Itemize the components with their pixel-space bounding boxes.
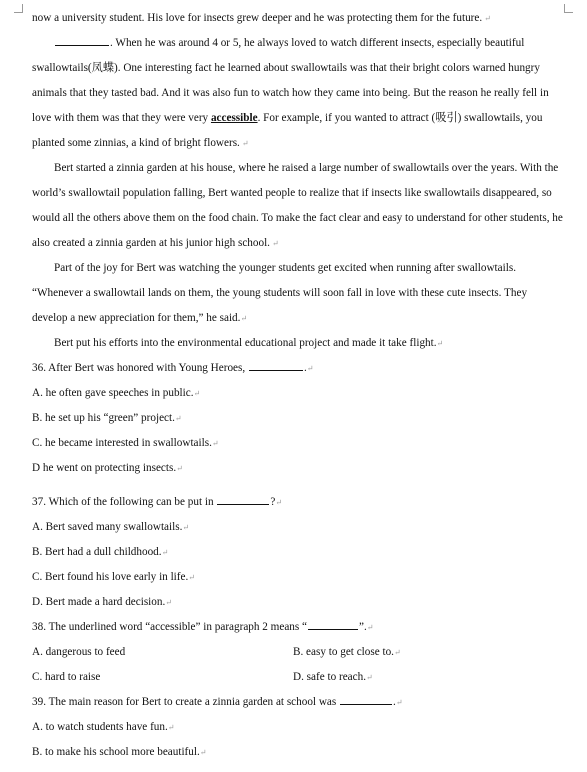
- option-text: D. Bert made a hard decision.: [32, 596, 166, 608]
- paragraph-mark: ↵: [193, 389, 201, 398]
- answer-blank[interactable]: [217, 494, 269, 505]
- question-stem: [32, 490, 558, 515]
- option-row: [32, 640, 558, 665]
- option-text: B. to make his school more beautiful.: [32, 746, 200, 758]
- paragraph-mark: ↵: [306, 364, 314, 373]
- passage-text: Bert put his efforts into the environmental educational project and made it take flight.: [54, 337, 437, 349]
- passage-line: [32, 331, 558, 356]
- question-stem: [32, 690, 558, 715]
- passage-text: world’s swallowtail population falling, Bert wanted people to realize that if insects like swallowtails disappeared, so: [32, 187, 552, 199]
- passage-line: [32, 306, 558, 331]
- passage-text: love with them was that they were very: [32, 112, 211, 124]
- underlined-word: accessible: [210, 112, 258, 124]
- option-row: [32, 665, 558, 690]
- option-text: A. Bert saved many swallowtails.: [32, 521, 183, 533]
- paragraph-mark: ↵: [199, 748, 207, 757]
- passage-text: “Whenever a swallowtail lands on them, the young students will soon fall in love with these cute insects. They: [32, 287, 528, 299]
- paragraph-mark: ↵: [167, 723, 175, 732]
- passage-line: [32, 106, 558, 131]
- paragraph-mark: ↵: [182, 523, 190, 532]
- answer-blank[interactable]: [55, 35, 109, 46]
- question-stem: [32, 615, 558, 640]
- passage-text: animals that they tasted bad. And it was also fun to watch how they came into being. But the reason he really fell in: [32, 87, 549, 99]
- question-text: 36. After Bert was honored with Young Heroes,: [32, 362, 246, 374]
- paragraph-mark: ↵: [165, 598, 172, 607]
- option[interactable]: [32, 515, 558, 540]
- passage-line: [32, 31, 558, 56]
- passage-line: [32, 81, 558, 106]
- option[interactable]: [32, 565, 558, 590]
- answer-blank[interactable]: [340, 694, 392, 705]
- paragraph-mark: ↵: [211, 439, 219, 448]
- passage-line: [32, 181, 558, 206]
- paragraph-mark: ↵: [240, 314, 248, 323]
- passage-text: planted some zinnias, a kind of bright flowers.: [32, 137, 240, 149]
- passage-line: [32, 206, 563, 231]
- passage-text: . When he was around 4 or 5, he always loved to watch different insects, especially beautiful: [110, 37, 525, 49]
- option[interactable]: [32, 590, 558, 615]
- option[interactable]: [32, 431, 558, 456]
- passage-line: [32, 56, 558, 81]
- option-text: A. he often gave speeches in public.: [32, 387, 194, 399]
- option-text: B. he set up his “green” project.: [32, 412, 175, 424]
- passage-line: [32, 6, 558, 31]
- question-end: .: [393, 696, 396, 708]
- passage-text: develop a new appreciation for them,” he said.: [32, 312, 241, 324]
- option[interactable]: [32, 381, 558, 406]
- option-text: C. Bert found his love early in life.: [32, 571, 189, 583]
- question-end: ”.: [359, 621, 367, 633]
- passage-line: [32, 156, 558, 181]
- paragraph-mark: ↵: [366, 623, 374, 632]
- question-text: 37. Which of the following can be put in: [32, 496, 214, 508]
- passage-text: Bert started a zinnia garden at his house, where he raised a large number of swallowtails over the years. With the: [54, 162, 559, 174]
- passage-text: Part of the joy for Bert was watching the younger students get excited when running after swallowtails.: [54, 262, 516, 274]
- paragraph-mark: ↵: [395, 698, 403, 707]
- answer-blank[interactable]: [308, 619, 358, 630]
- paragraph-mark: ↵: [436, 339, 444, 348]
- passage-text: . For example, if you wanted to attract (吸引) swallowtails, you: [257, 112, 543, 124]
- question-end: ?: [270, 496, 276, 508]
- spacer: [32, 481, 558, 490]
- passage-line: [32, 281, 558, 306]
- passage-text: also created a zinnia garden at his junior high school.: [32, 237, 270, 249]
- page-corner-mark-right: [564, 4, 573, 13]
- option[interactable]: [32, 640, 293, 665]
- option[interactable]: [32, 665, 293, 690]
- paragraph-mark: ↵: [239, 139, 249, 148]
- question-stem: [32, 356, 558, 381]
- question-end: .: [303, 362, 307, 374]
- paragraph-mark: ↵: [482, 14, 491, 23]
- option-text: B. easy to get close to.: [293, 646, 394, 658]
- option-text: B. Bert had a dull childhood.: [32, 546, 162, 558]
- paragraph-mark: ↵: [188, 573, 195, 582]
- option-text: D he went on protecting insects.: [32, 462, 177, 474]
- option[interactable]: [32, 540, 558, 565]
- question-text: 38. The underlined word “accessible” in paragraph 2 means “: [32, 621, 308, 633]
- question-text: 39. The main reason for Bert to create a zinnia garden at school was: [32, 696, 337, 708]
- passage-text: now a university student. His love for insects grew deeper and he was protecting them for the future.: [32, 12, 483, 24]
- option[interactable]: [32, 406, 558, 431]
- paragraph-mark: ↵: [161, 548, 169, 557]
- option-text: A. to watch students have fun.: [32, 721, 168, 733]
- paragraph-mark: ↵: [269, 239, 279, 248]
- page-corner-mark-left: [14, 4, 23, 13]
- paragraph-mark: ↵: [174, 414, 182, 423]
- passage-text: swallowtails(凤蝶). One interesting fact he learned about swallowtails was that their bright colors warned hungry: [32, 62, 540, 74]
- passage-text: would all the others above them on the food chain. To make the fact clear and easy to understand for other students, he: [32, 212, 563, 224]
- paragraph-mark: ↵: [366, 673, 373, 682]
- option[interactable]: [293, 665, 373, 690]
- paragraph-mark: ↵: [275, 498, 283, 507]
- passage-line: [32, 131, 558, 156]
- option-text: C. he became interested in swallowtails.: [32, 437, 212, 449]
- answer-blank[interactable]: [249, 360, 303, 371]
- passage-line: [32, 231, 558, 256]
- option[interactable]: [293, 640, 401, 665]
- paragraph-mark: ↵: [393, 648, 401, 657]
- passage-line: [32, 256, 558, 281]
- option-text: D. safe to reach.: [293, 671, 366, 683]
- option[interactable]: [32, 456, 558, 481]
- option[interactable]: [32, 715, 558, 740]
- document-page: [32, 6, 563, 765]
- option[interactable]: [32, 740, 558, 765]
- option-text: C. hard to raise: [32, 671, 101, 683]
- paragraph-mark: ↵: [176, 464, 183, 473]
- option-text: A. dangerous to feed: [32, 646, 126, 658]
